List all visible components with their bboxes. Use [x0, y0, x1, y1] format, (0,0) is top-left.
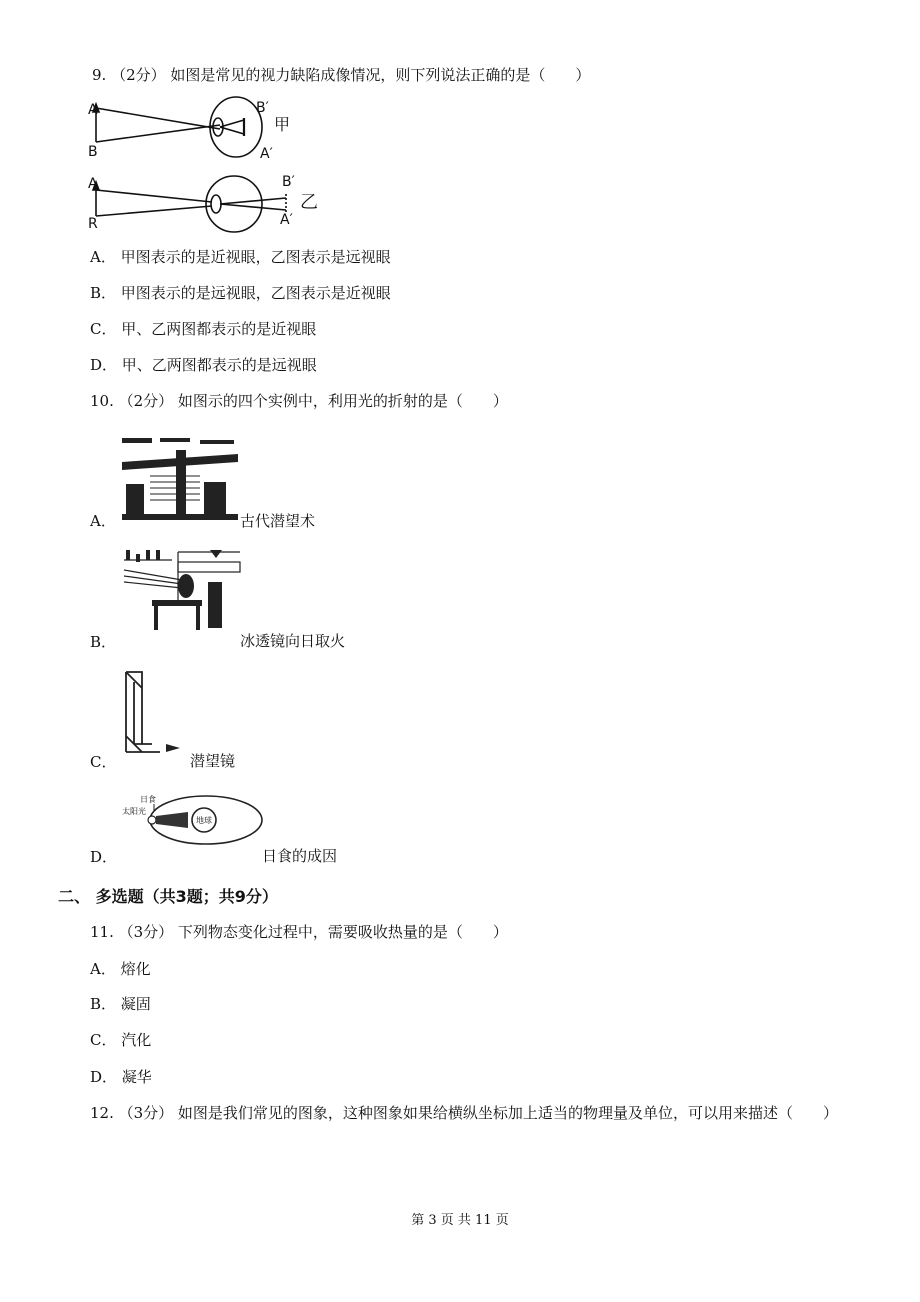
q9-option-c[interactable]: C． 甲、乙两图都表示的是近视眼 [90, 320, 317, 338]
q10-option-a-letter[interactable]: A． [90, 512, 116, 530]
label-A: A [88, 176, 98, 192]
q9-option-d[interactable]: D． 甲、乙两图都表示的是远视眼 [90, 356, 317, 374]
q10-option-d-caption: 日食的成因 [262, 847, 338, 865]
section-2-title: 二、 多选题（共3题；共9分） [58, 887, 278, 906]
q11-option-c[interactable]: C． 汽化 [90, 1031, 152, 1049]
label-B: B [88, 144, 98, 160]
q9-stem: 9. （2分） 如图是常见的视力缺陷成像情况，则下列说法正确的是（ ） [92, 66, 591, 84]
label-sunlight: 太阳光 [122, 807, 146, 816]
q9-figure-yi [86, 172, 336, 234]
label-yi: 乙 [300, 192, 318, 213]
q9-option-b[interactable]: B． 甲图表示的是远视眼，乙图表示是近视眼 [90, 284, 391, 302]
q9-figure-jia [86, 94, 326, 166]
q11-option-a[interactable]: A． 熔化 [90, 960, 151, 978]
label-jia: 甲 [274, 115, 291, 134]
q12-stem: 12. （3分） 如图是我们常见的图象，这种图象如果给横纵坐标加上适当的物理量及单位，可以用来描述（ ） [90, 1104, 838, 1122]
q10-option-c-letter[interactable]: C． [90, 753, 117, 771]
q10-stem: 10. （2分） 如图示的四个实例中，利用光的折射的是（ ） [90, 392, 508, 410]
label-A-prime: A′ [260, 146, 273, 162]
q10-option-b-letter[interactable]: B． [90, 633, 117, 651]
q10-option-c-caption: 潜望镜 [190, 752, 236, 770]
q10-option-a-caption: 古代潜望术 [240, 512, 316, 530]
label-B-prime: B′ [282, 174, 295, 190]
label-eclipse: 日食 [140, 795, 156, 804]
q11-option-d[interactable]: D． 凝华 [90, 1068, 152, 1086]
q9-option-a[interactable]: A． 甲图表示的是近视眼，乙图表示是远视眼 [90, 248, 391, 266]
q10-option-d-letter[interactable]: D． [90, 848, 118, 866]
label-earth: 地球 [196, 816, 212, 825]
q10-option-c-image [122, 668, 190, 754]
label-B-prime: B′ [256, 100, 269, 116]
label-A-prime: A′ [280, 212, 293, 228]
label-B: R [88, 216, 98, 232]
q10-option-a-image [120, 436, 238, 522]
page-footer: 第 3 页 共 11 页 [411, 1213, 509, 1228]
q10-option-b-caption: 冰透镜向日取火 [240, 632, 346, 650]
q11-option-b[interactable]: B． 凝固 [90, 995, 151, 1013]
q10-option-d-image [118, 792, 264, 850]
q10-option-b-image [122, 546, 240, 634]
q11-stem: 11. （3分） 下列物态变化过程中，需要吸收热量的是（ ） [90, 923, 508, 941]
label-A: A [88, 102, 98, 118]
